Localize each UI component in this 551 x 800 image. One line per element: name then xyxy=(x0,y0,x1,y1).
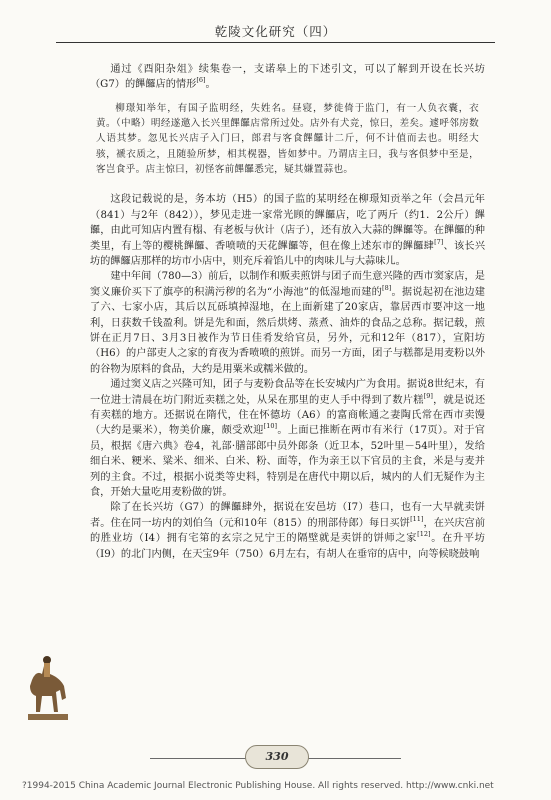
running-header: 乾陵文化研究（四） xyxy=(214,24,337,39)
header-rule xyxy=(56,42,495,43)
body-paragraph: 建中年间（780—3）前后，以制作和贩卖煎饼与团子而生意兴隆的西市窦家店，是窦义廉价买下了旗亭的积满污秽的名为“小海池”的低湿地而建的[8]。据说起初在池边建了六、七家小店，其后以瓦砾填掉湿地，在上面新建了20家店，靠居西市要冲这一地利，日获数千钱盈利。饼是先和面，然后烘烤、蒸煮、油炸的食品之总称。据记载，煎饼在正月7日、3月3日被作为节日佳肴发给官员，另外，元和12年（817），宣阳坊（H6）的户部吏人之家的育夜为香喷喷的煎饼。而另一方面，团子与糕都是用麦粉以外的谷物为原料的食品，大约是用粟米或糯米做的。 xyxy=(90,271,485,375)
article-body xyxy=(90,62,485,562)
body-paragraph: 通过窦义店之兴隆可知，团子与麦粉食品等在长安城内广为食用。据说8世纪末，有一位进士清晨在坊门附近卖糕之处，从呆在那里的吏人手中得到了数片糕[9]，就是说还有卖糕的地方。还据说在隋代，住在怀德坊（A6）的富商帐通之妻陶氏常在西市卖馒（大约是粟米），物美价廉，颇受欢迎[10]。上面已推断在两市有米行（17页）。对于官员，根据《唐六典》卷4，礼部·膳部郎中员外郎条（近卫本，52叶里－54叶里），发给细白米、粳米、粱米、细米、白米、粉、面等，作为亲王以下官员的主食，米是与麦并列的主食。不过，根据小说类等史料，特别是在唐代中期以后，城内的人们无疑作为主食，开始大量吃用麦粉做的饼。 xyxy=(90,379,486,499)
body-paragraph: 除了在长兴坊（G7）的饆饠肆外，据说在安邑坊（I7）巷口，也有一大早就卖饼者。住在同一坊内的刘伯刍（元和10年（815）的刑部侍郎）每日买饼[11]，在兴庆宫前的胜业坊（I4）拥有宅第的玄宗之兄宁王的隔壁就是卖饼的饼师之家[12]。在升平坊（I9）的北门内侧，在天宝9年（750）6月左右，有胡人在垂帘的店中，向等候晓鼓响 xyxy=(90,502,486,560)
copyright-line: ?1994-2015 China Academic Journal Electronic Publishing House. All rights reserved. http://www.cnki.net xyxy=(22,781,494,791)
block-quote xyxy=(96,101,479,177)
quote-text: 柳璟知举年，有国子监明经，失姓名。昼寝，梦徙倚于监门，有一人负衣囊，衣黄。（中略）明经遂邀入长兴里饆饠店常所过处。店外有犬竞，惊曰，差矣。遽呼邻房数人语其梦。忽见长兴店子入门曰，郎君与客食饆饠计二斤，何不计值而去也。明经大骇，褫衣质之，且随验所梦，相其榥器，皆如梦中。乃谓店主曰，我与客俱梦中至是，客岂食乎。店主惊曰，初怪客前饆饠悉完，疑其嫌置蒜也。 xyxy=(96,102,479,175)
intro-paragraph: 通过《酉阳杂俎》续集卷一，支诺皋上的下述引文，可以了解到开设在长兴坊（G7）的饆饠店的情形[6]。 xyxy=(90,64,485,91)
page-number: 330 xyxy=(245,745,309,769)
horse-rider-figurine-icon xyxy=(14,640,84,740)
body-paragraph: 这段记载说的是，务本坊（H5）的国子监的某明经在柳璟知贡举之年（会昌元年（841）与2年（842）），梦见走进一家常光顾的饆饠店，吃了两斤（约1．2公斤）饆饠，由此可知店内置有榻、有老板与伙计（店子），还有放入大蒜的饆饠等。在饆饠的种类里，有上等的樱桃饆饠、香喷喷的天花饆饠等，但在像上述东市的饆饠肆[7]、该长兴坊的饆饠店那样的坊市小店中，则充斥着馅儿中的肉味儿与大蒜味儿。 xyxy=(90,194,486,267)
